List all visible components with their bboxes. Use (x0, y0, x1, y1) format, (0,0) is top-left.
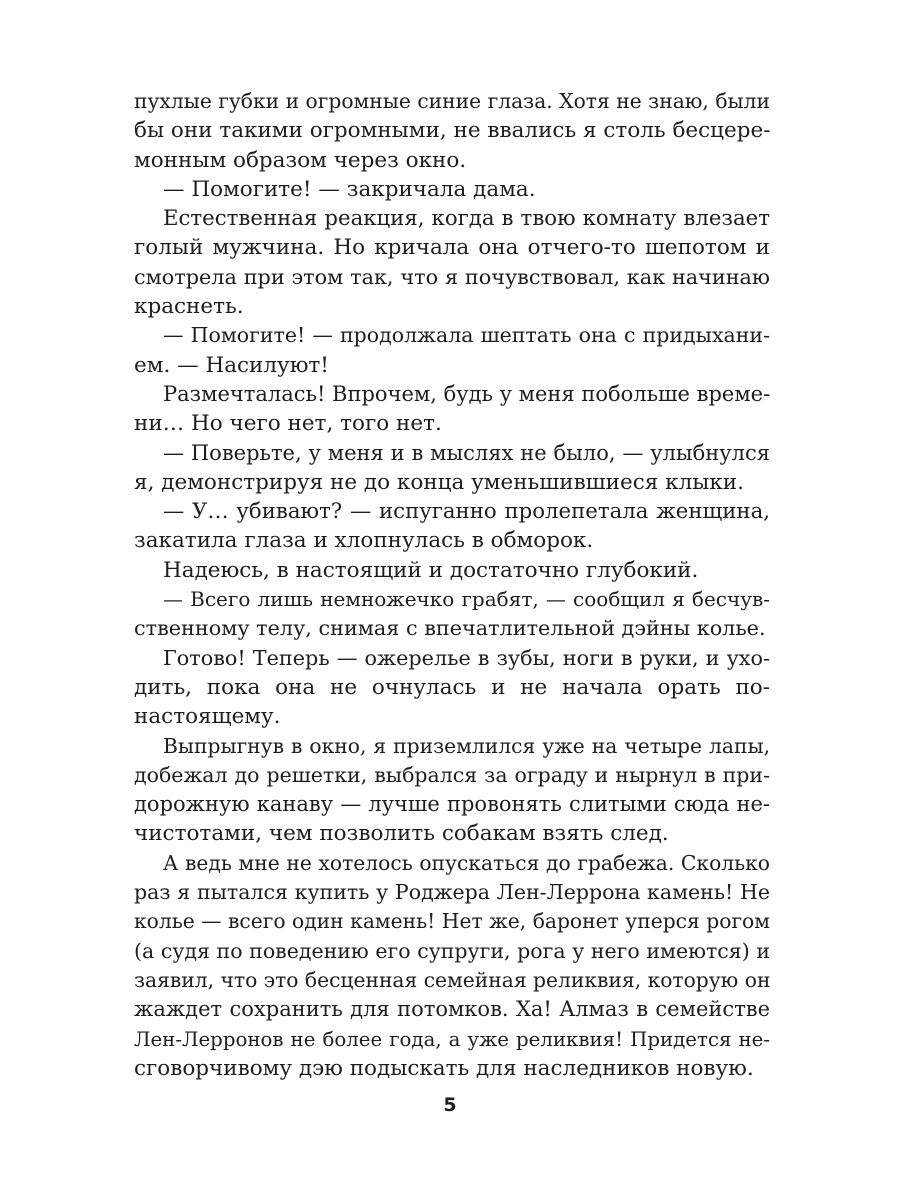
text-line: — Помогите! — закричала дама. (163, 176, 536, 202)
text-line: голый мужчина. Но кричала она отчего-то шепотом и (134, 235, 770, 261)
text-line: Надеюсь, в настоящий и достаточно глубокий. (163, 557, 699, 583)
text-line: сговорчивому дэю подыскать для наследников новую. (134, 1055, 754, 1081)
text-line: (а судя по поведению его супруги, рога у него имеются) и (134, 938, 770, 963)
text-line: добежал до решетки, выбрался за ограду и нырнул в при- (134, 762, 770, 787)
text-line: бы они такими огромными, не ввались я столь бесцере- (134, 118, 771, 144)
text-line: монным образом через окно. (134, 147, 467, 173)
text-line: настоящему. (134, 704, 281, 730)
text-line: Готово! Теперь — ожерелье в зубы, ноги в руки, и ухо- (163, 645, 770, 670)
text-line: закатила глаза и хлопнулась в обморок. (134, 528, 594, 554)
text-line: — У… убивают? — испуганно пролепетала женщина, (163, 499, 770, 525)
text-line: Размечталась! Впрочем, будь у меня побольше време- (163, 381, 771, 406)
text-line: А ведь мне не хотелось опускаться до грабежа. Сколько (163, 850, 770, 875)
text-line: жаждет сохранить для потомков. Ха! Алмаз в семействе (134, 997, 770, 1022)
text-line: раз я пытался купить у Роджера Лен-Леррона камень! Не (134, 880, 770, 905)
text-line: я, демонстрируя не до конца уменьшившиеся клыки. (134, 469, 744, 495)
text-line: Лен-Лерронов не более года, а уже реликвия! Придется не- (134, 1027, 770, 1051)
text-line: Естественная реакция, когда в твою комнату влезает (163, 206, 770, 232)
text-line: краснеть. (134, 294, 244, 320)
text-line: пухлые губки и огромные синие глаза. Хотя не знаю, были (134, 89, 770, 113)
text-line: заявил, что это бесценная семейная реликвия, которую он (134, 967, 771, 992)
page-number: 5 (443, 1094, 457, 1116)
text-line: ем. — Насилуют! (134, 352, 329, 378)
text-line: ственному телу, снимая с впечатлительной дэйны колье. (134, 616, 766, 641)
text-line: — Поверьте, у меня и в мыслях не было, — улыбнулся (163, 440, 770, 465)
text-line: дорожную канаву — лучше провонять слитыми сюда не- (134, 792, 770, 817)
text-line: ни… Но чего нет, того нет. (134, 411, 442, 437)
text-line: — Помогите! — продолжала шептать она с придыхани- (163, 323, 770, 348)
text-line: чистотами, чем позволить собакам взять след. (134, 821, 669, 847)
text-line: колье — всего один камень! Нет же, баронет уперся рогом (134, 909, 770, 934)
text-line: дить, пока она не очнулась и не начала орать по- (134, 674, 770, 700)
text-line: смотрела при этом так, что я почувствовал, как начинаю (134, 264, 770, 289)
text-line: Выпрыгнув в окно, я приземлился уже на четыре лапы, (163, 733, 770, 758)
body-text (134, 87, 770, 1083)
text-line: — Всего лишь немножечко грабят, — сообщил я бесчув- (163, 587, 770, 612)
